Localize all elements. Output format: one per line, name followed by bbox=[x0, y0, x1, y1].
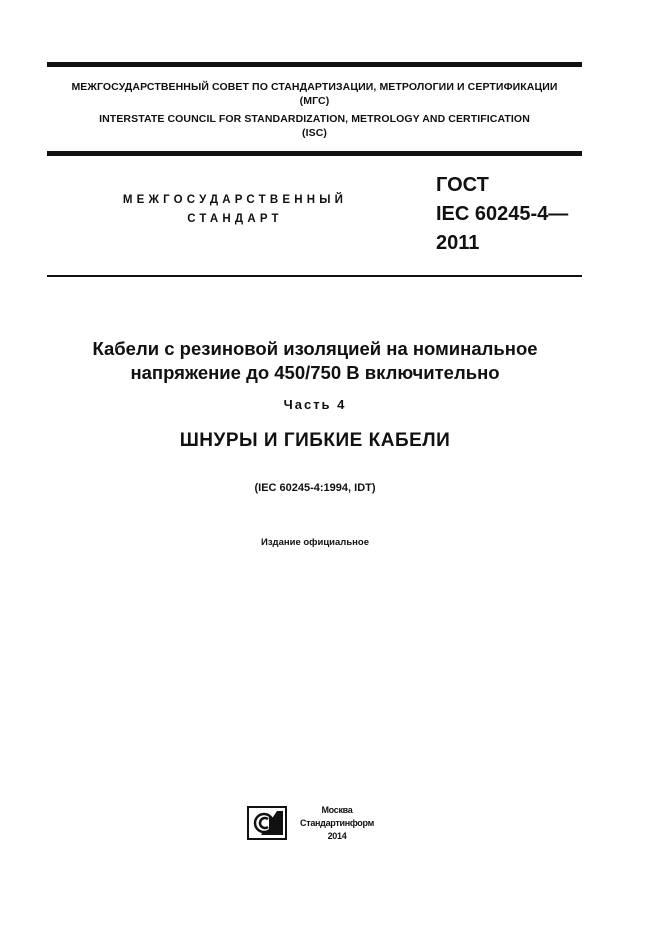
title-line2: напряжение до 450/750 В включительно bbox=[130, 362, 500, 383]
council-abbr-en: (ISC) bbox=[302, 127, 327, 139]
publisher-name: Стандартинформ bbox=[300, 818, 374, 828]
edition-note: Издание официальное bbox=[261, 537, 369, 548]
council-abbr-ru: (МГС) bbox=[299, 95, 330, 107]
council-name-ru: МЕЖГОСУДАРСТВЕННЫЙ СОВЕТ ПО СТАНДАРТИЗАЦИИ, МЕТРОЛОГИИ И СЕРТИФИКАЦИИ bbox=[71, 81, 558, 93]
publisher-block bbox=[292, 804, 382, 843]
standartinform-logo-icon bbox=[247, 806, 287, 840]
iec-reference: (IEC 60245-4:1994, IDT) bbox=[254, 482, 376, 494]
gost-designation bbox=[436, 171, 568, 258]
header-rule bbox=[47, 151, 582, 156]
top-rule bbox=[47, 62, 582, 67]
gost-number: IEC 60245-4— bbox=[436, 203, 569, 225]
gost-label: ГОСТ bbox=[436, 174, 489, 196]
subtitle: ШНУРЫ И ГИБКИЕ КАБЕЛИ bbox=[179, 430, 451, 451]
publisher-city: Москва bbox=[321, 805, 353, 815]
gost-year: 2011 bbox=[436, 232, 480, 254]
title-line1: Кабели с резиновой изоляцией на номинальное bbox=[92, 338, 538, 359]
publisher-year: 2014 bbox=[327, 831, 347, 841]
standard-type-line2: СТАНДАРТ bbox=[187, 213, 283, 225]
council-name-en: INTERSTATE COUNCIL FOR STANDARDIZATION, METROLOGY AND CERTIFICATION bbox=[99, 113, 530, 125]
part-label: Часть 4 bbox=[283, 397, 347, 412]
standard-type-line1: МЕЖГОСУДАРСТВЕННЫЙ bbox=[122, 194, 348, 206]
designation-rule bbox=[47, 275, 582, 277]
